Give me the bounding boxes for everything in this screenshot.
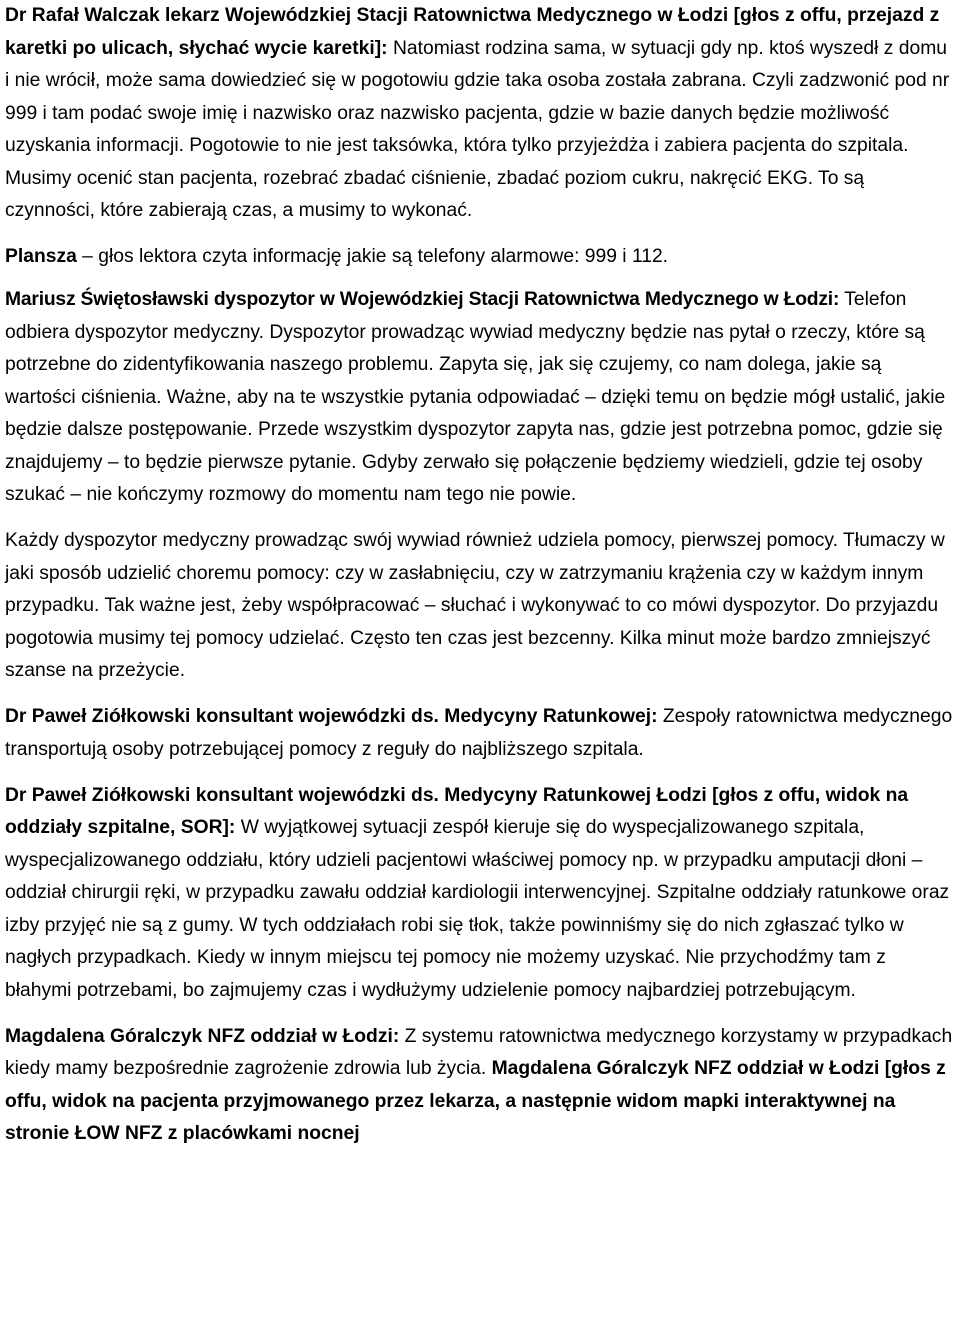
paragraph-dyspozytor-pomoc bbox=[5, 525, 955, 688]
speaker-label: Magdalena Góralczyk NFZ oddział w Łodzi: bbox=[5, 1025, 400, 1047]
paragraph-goralczyk bbox=[5, 1021, 955, 1151]
paragraph-text: Natomiast rodzina sama, w sytuacji gdy np. ktoś wyszedł z domu i nie wrócił, może sama dowiedzieć się w pogotowiu gdzie taka osoba została zabrana. Czyli zadzwonić pod nr 999 i tam podać swoje imię i nazwisko oraz nazwisko pacjenta, gdzie w bazie danych będzie możliwość uzyskania informacji. Pogotowie to nie jest taksówka, która tylko przyjeżdża i zabiera pacjenta do szpitala. Musimy ocenić stan pacjenta, rozebrać zbadać ciśnienie, zbadać poziom cukru, nakręcić EKG. To są czynności, które zabierają czas, a musimy to wykonać. bbox=[5, 37, 950, 221]
paragraph-ziolkowski-2 bbox=[5, 780, 955, 1008]
speaker-label: Magdalena Góralczyk NFZ oddział w Łodzi [głos z offu, widok na pacjenta przyjmowanego przez lekarza, a następnie widom mapki interaktywnej na stronie ŁOW NFZ z placówkami nocnej bbox=[5, 1058, 946, 1144]
paragraph-plansza bbox=[5, 241, 955, 274]
paragraph-walczak bbox=[5, 0, 955, 228]
paragraph-text: Z systemu ratownictwa medycznego korzystamy w przypadkach kiedy mamy bezpośrednie zagrożenie zdrowia lub życia. bbox=[5, 1025, 953, 1079]
paragraph-text: Zespoły ratownictwa medycznego transportują osoby potrzebującej pomocy z reguły do najbliższego szpitala. bbox=[5, 706, 953, 760]
speaker-label: Dr Rafał Walczak lekarz Wojewódzkiej Stacji Ratownictwa Medycznego w Łodzi [głos z offu, przejazd z karetki po ulicach, słychać wycie karetki]: bbox=[5, 5, 940, 59]
paragraph-text: Telefon odbiera dyspozytor medyczny. Dyspozytor prowadząc wywiad medyczny będzie nas pytał o rzeczy, które są potrzebne do zidentyfikowania naszego problemu. Zapyta się, jak się czujemy, co nam dolega, jakie są wartości ciśnienia. Ważne, aby na te wszystkie pytania odpowiadać – dzięki temu on będzie mógł ustalić, jakie będzie dalsze postępowanie. Przede wszystkim dyspozytor zapyta nas, gdzie jest potrzebna pomoc, gdzie się znajdujemy – to będzie pierwsze pytanie. Gdyby zerwało się połączenie będziemy wiedzieli, gdzie tej osoby szukać – nie kończymy rozmowy do momentu nam tego nie powie. bbox=[5, 289, 946, 505]
document-page bbox=[5, 0, 955, 1164]
paragraph-text: – głos lektora czyta informację jakie są telefony alarmowe: 999 i 112. bbox=[76, 246, 669, 267]
paragraph-text: Każdy dyspozytor medyczny prowadząc swój wywiad również udziela pomocy, pierwszej pomocy. Tłumaczy w jaki sposób udzielić choremu pomocy: czy w zasłabnięciu, czy w zatrzymaniu krążenia czy w każdym innym przypadku. Tak ważne jest, żeby współpracować – słuchać i wykonywać to co mówi dyspozytor. Do przyjazdu pogotowia musimy tej pomocy udzielać. Często ten czas jest bezcenny. Kilka minut może bardzo zmniejszyć szanse na przeżycie. bbox=[5, 530, 945, 681]
paragraph-ziolkowski-1 bbox=[5, 701, 955, 766]
speaker-label: Dr Paweł Ziółkowski konsultant wojewódzki ds. Medycyny Ratunkowej: bbox=[5, 706, 658, 727]
paragraph-swietoslawski bbox=[5, 284, 955, 512]
speaker-label: Dr Paweł Ziółkowski konsultant wojewódzki ds. Medycyny Ratunkowej Łodzi [głos z offu, widok na oddziały szpitalne, SOR]: bbox=[5, 784, 909, 838]
speaker-label: Mariusz Świętosławski dyspozytor w Wojewódzkiej Stacji Ratownictwa Medycznego w Łodzi: bbox=[5, 289, 840, 310]
speaker-label: Plansza bbox=[5, 246, 77, 267]
paragraph-text: W wyjątkowej sytuacji zespół kieruje się do wyspecjalizowanego szpitala, wyspecjalizowanego oddziału, który udzieli pacjentowi właściwej pomocy np. w przypadku amputacji dłoni – oddział chirurgii ręki, w przypadku zawału oddział kardiologii interwencyjnej. Szpitalne oddziały ratunkowe oraz izby przyjęć nie są z gumy. W tych oddziałach robi się tłok, także powinniśmy się do nich zgłaszać tylko w nagłych przypadkach. Kiedy w innym miejscu tej pomocy nie możemy uzyskać. Nie przychodźmy tam z błahymi potrzebami, bo zajmujemy czas i wydłużymy udzielenie pomocy najbardziej potrzebującym. bbox=[5, 817, 950, 1001]
